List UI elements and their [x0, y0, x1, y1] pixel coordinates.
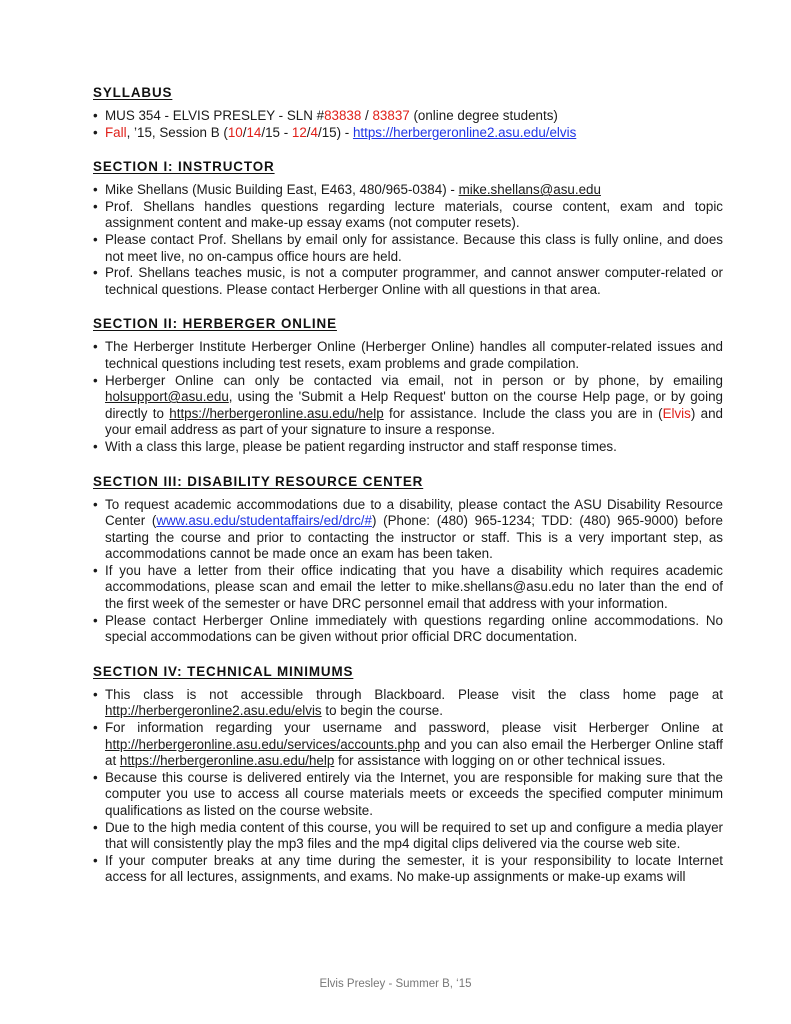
- instructor-info: Mike Shellans (Music Building East, E463, 480/965-0384) -: [105, 182, 459, 198]
- list-item: • Prof. Shellans teaches music, is not a computer programmer, and cannot answer computer-related or technical questions. Please contact Herberger Online with all questions in that area.: [93, 265, 723, 298]
- list-item: • Please contact Herberger Online immediately with questions regarding online accommodations. No special accommodations can be given without prior official DRC documentation.: [93, 613, 723, 646]
- section4-list: [93, 687, 723, 886]
- instructor-email-link[interactable]: mike.shellans@asu.edu: [458, 182, 601, 198]
- class-name: Elvis: [662, 405, 691, 421]
- list-item: • Due to the high media content of this course, you will be required to set up and configure a media player that will consistently play the mp3 files and the mp4 digital clips delivered via the course web site.: [93, 820, 723, 853]
- separator: /: [361, 108, 373, 123]
- accounts-url-link[interactable]: http://herbergeronline.asu.edu/services/accounts.php: [105, 736, 420, 752]
- text: Herberger Online can only be contacted via email, not in person or by phone, by emailing: [105, 372, 723, 388]
- help-url-link[interactable]: https://herbergeronline.asu.edu/help: [169, 405, 384, 421]
- text: and you can also email the Herberger Online staff at: [105, 736, 723, 769]
- date-part: /: [306, 124, 311, 140]
- course-home-link[interactable]: http://herbergeronline2.asu.edu/elvis: [105, 703, 322, 719]
- list-item: • Prof. Shellans handles questions regarding lecture materials, course content, exam and topic assignment content and make-up essay exams (not computer resets).: [93, 199, 723, 232]
- section2-list: [93, 339, 723, 455]
- section1-heading: SECTION I: INSTRUCTOR: [93, 159, 275, 175]
- list-item: [93, 108, 723, 125]
- section3-heading: SECTION III: DISABILITY RESOURCE CENTER: [93, 473, 424, 489]
- date-part: /: [242, 124, 247, 140]
- document-body: [93, 84, 723, 903]
- list-item: [93, 182, 723, 199]
- support-email-link[interactable]: holsupport@asu.edu: [105, 389, 229, 405]
- text: This class is not accessible through Blackboard. Please visit the class home page at: [105, 686, 723, 702]
- sln-note: (online degree students): [409, 108, 558, 123]
- text: , using the 'Submit a Help Request' button on the course Help page, or by going directly to: [105, 389, 723, 421]
- text: To request academic accommodations due to a disability, please contact the ASU Disability Resource Center (: [105, 496, 723, 529]
- sln-number: 83838: [324, 108, 362, 123]
- list-item: • Please contact Prof. Shellans by email only for assistance. Because this class is fully online, and does not meet live, no on-campus office hours are held.: [93, 232, 723, 265]
- text: to begin the course.: [321, 703, 443, 719]
- date-part: 12: [291, 124, 307, 140]
- section4-heading: SECTION IV: TECHNICAL MINIMUMS: [93, 663, 354, 679]
- list-item: • Because this course is delivered entirely via the Internet, you are responsible for making sure that the computer you use to access all course materials meets or exceeds the specified computer minimum qualifications as listed on the course website.: [93, 770, 723, 820]
- text: ) (Phone: (480) 965-1234; TDD: (480) 965-9000) before starting the course and prior to contacting the instructor or staff. This is a very important step, as accommodations cannot be made once an exam has been taken.: [105, 513, 723, 562]
- syllabus-list: [93, 108, 723, 141]
- course-url-link[interactable]: https://herbergeronline2.asu.edu/elvis: [352, 124, 577, 140]
- date-part: 10: [227, 124, 243, 140]
- list-item: • The Herberger Institute Herberger Online (Herberger Online) handles all computer-related issues and technical questions including test resets, exam problems and grade compilation.: [93, 339, 723, 372]
- syllabus-heading: SYLLABUS: [93, 85, 173, 100]
- session-text: , ’15, Session B (: [126, 124, 228, 140]
- sln-number: 83837: [372, 108, 410, 123]
- list-item: • If your computer breaks at any time during the semester, it is your responsibility to locate Internet access for all lectures, assignments, and exams. No make-up assignments or make-up exams will: [93, 853, 723, 886]
- drc-url-link[interactable]: www.asu.edu/studentaffairs/ed/drc/#: [156, 513, 372, 529]
- course-title: MUS 354 - ELVIS PRESLEY - SLN #: [105, 108, 325, 123]
- term: Fall: [105, 124, 127, 140]
- section2-heading: SECTION II: HERBERGER ONLINE: [93, 316, 337, 332]
- page-footer: Elvis Presley - Summer B, ‘15: [319, 978, 472, 990]
- section1-list: [93, 182, 723, 298]
- date-part: /15 -: [261, 124, 292, 140]
- list-item: [93, 720, 723, 770]
- text: ) and your email address as part of your signature to insure a response.: [105, 405, 723, 438]
- date-part: 4: [310, 124, 318, 140]
- list-item: [93, 497, 723, 563]
- list-item: • If you have a letter from their office indicating that you have a disability which requires academic accommodations, please scan and email the letter to mike.shellans@asu.edu no later than the end of the first week of the semester or have DRC personnel email that address with your information.: [93, 563, 723, 613]
- help-url-link[interactable]: https://herbergeronline.asu.edu/help: [119, 753, 335, 769]
- text: for assistance. Include the class you are in (: [383, 405, 663, 421]
- section3-list: [93, 497, 723, 646]
- list-item: • With a class this large, please be patient regarding instructor and staff response times.: [93, 439, 723, 456]
- date-part: 14: [246, 124, 262, 140]
- list-item: [93, 687, 723, 720]
- list-item: [93, 373, 723, 439]
- date-part: /15) -: [317, 124, 353, 140]
- list-item: [93, 125, 723, 142]
- text: For information regarding your username and password, please visit Herberger Online at: [105, 720, 723, 736]
- text: for assistance with logging on or other technical issues.: [334, 753, 666, 769]
